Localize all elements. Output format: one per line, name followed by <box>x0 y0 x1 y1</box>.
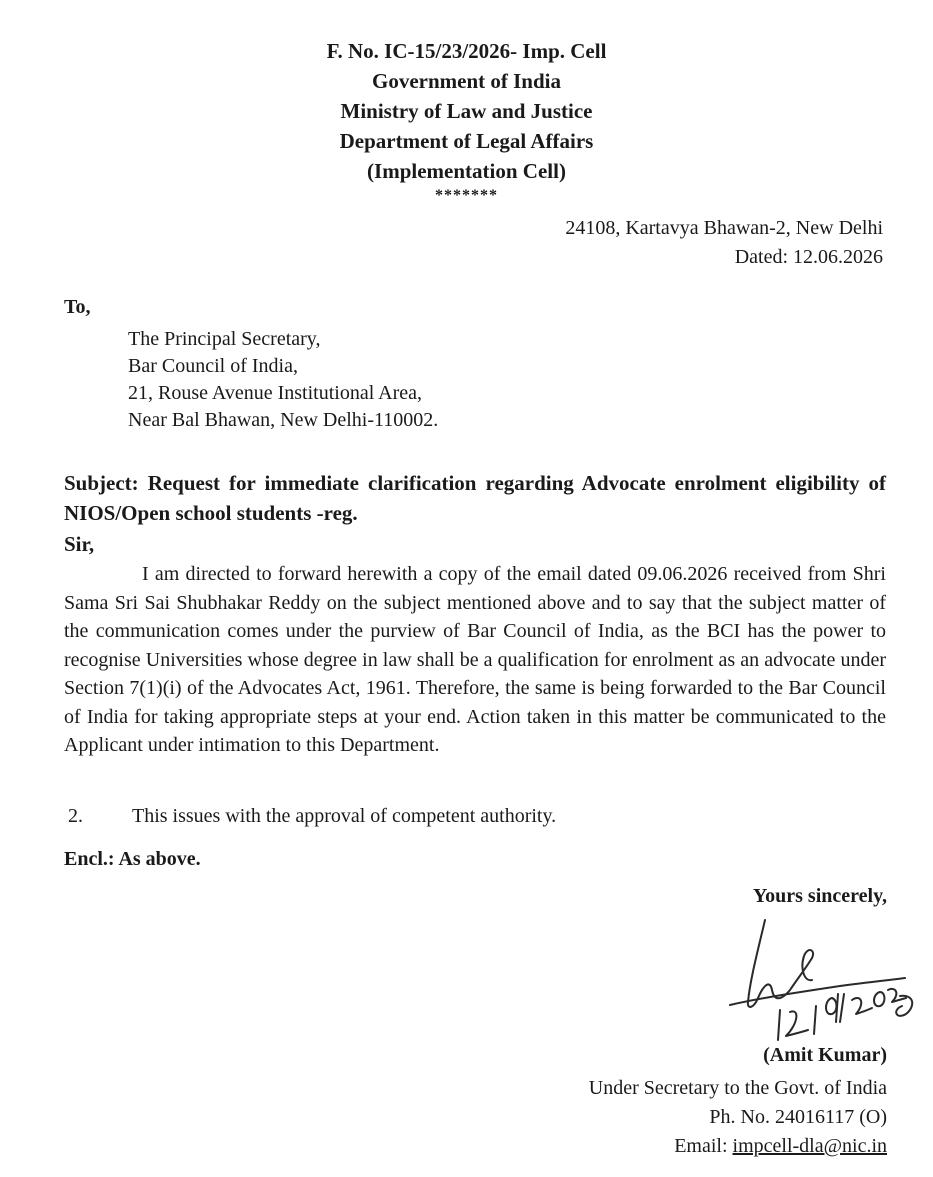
point-2 <box>68 805 556 828</box>
address-line: 24108, Kartavya Bhawan-2, New Delhi <box>565 217 883 239</box>
department-line: Department of Legal Affairs <box>339 129 594 153</box>
enclosure: Encl.: As above. <box>64 848 201 870</box>
recipient-line-4: Near Bal Bhawan, New Delhi-110002. <box>128 409 439 431</box>
subject-line: Subject: Request for immediate clarification regarding Advocate enrolment eligibility of NIOS/Open school students -reg. <box>64 471 886 525</box>
designation: Under Secretary to the Govt. of India <box>588 1077 887 1099</box>
handwritten-signature <box>720 910 920 1045</box>
email-line <box>589 1132 887 1161</box>
letter-header <box>0 36 933 206</box>
recipient-address <box>128 326 438 434</box>
stars-divider: ******* <box>435 187 498 204</box>
email-label: Email: <box>674 1135 728 1157</box>
govt-line: Government of India <box>372 69 561 93</box>
body-paragraph: I am directed to forward herewith a copy of the email dated 09.06.2026 received from Shri Sama Sri Sai Shubhakar Reddy on the subject mentioned above and to say that the subject matter of the communication comes under the purview of Bar Council of India, as the BCI has the power to recognise Universities whose degree in law shall be a qualification for enrolment as an advocate under Section 7(1)(i) of the Advocates Act, 1961. Therefore, the same is being forwarded to the Bar Council of India for taking appropriate steps at your end. Action taken in this matter be communicated to the Applicant under intimation to this Department. <box>64 563 886 756</box>
file-number: F. No. IC-15/23/2026- Imp. Cell <box>326 39 607 63</box>
phone-number: Ph. No. 24016117 (O) <box>709 1106 887 1128</box>
recipient-line-2: Bar Council of India, <box>128 355 298 377</box>
to-label: To, <box>64 296 91 318</box>
recipient-line-1: The Principal Secretary, <box>128 328 321 350</box>
closing: Yours sincerely, <box>752 885 887 907</box>
salutation: Sir, <box>64 532 95 556</box>
email-link[interactable]: impcell-dla@nic.in <box>732 1135 887 1157</box>
point-text: This issues with the approval of competent authority. <box>132 805 557 827</box>
signatory-details <box>589 1074 887 1161</box>
point-number: 2. <box>68 805 83 827</box>
recipient-line-3: 21, Rouse Avenue Institutional Area, <box>128 382 423 404</box>
letter-date: Dated: 12.06.2026 <box>734 246 883 268</box>
signatory-name: (Amit Kumar) <box>763 1044 887 1066</box>
ministry-line: Ministry of Law and Justice <box>340 99 593 123</box>
sender-address <box>565 214 883 272</box>
cell-line: (Implementation Cell) <box>367 159 566 183</box>
